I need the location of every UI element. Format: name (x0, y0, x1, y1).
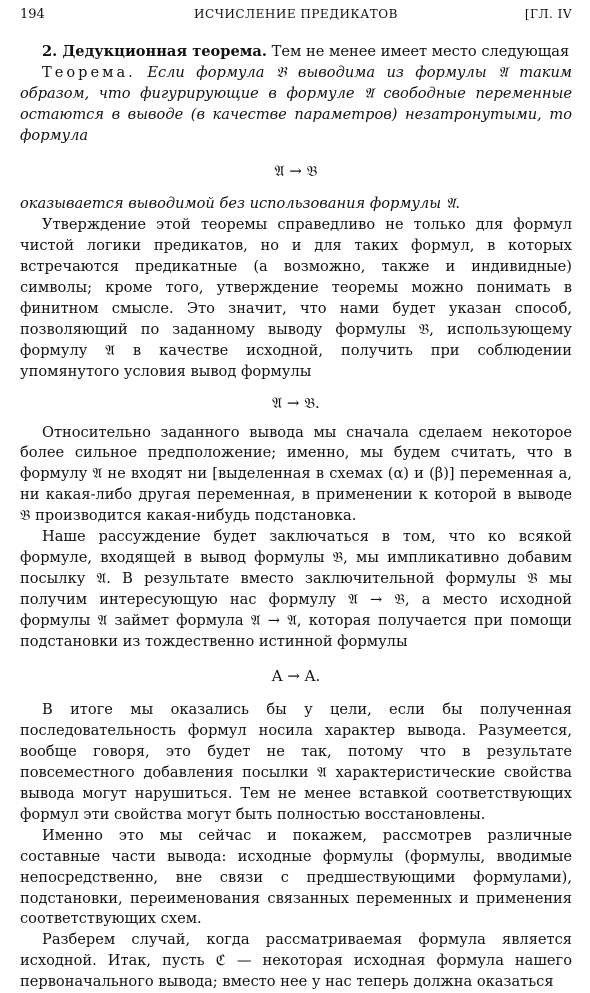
theorem-text: Если формула 𝔅 выводима из формулы 𝔄 таким образом, что фигурирующие в формуле 𝔄 свободные переменные остаются в выводе (в качестве параметров) незатронутыми, то формула (20, 63, 573, 144)
theorem-formula: 𝔄 → 𝔅 (274, 161, 318, 180)
book-page (20, 0, 573, 991)
paragraph-4: В итоге мы оказались бы у цели, если бы полученная последовательность формул носила характер вывода. Разумеется, вообще говоря, это будет не так, потому что в результате повсеместного добавления посылки 𝔄 характеристические свойства вывода могут нарушиться. Тем не менее вставкой соответствующих формул эти свойства могут быть полностью восстановлены. (20, 701, 572, 823)
page-body (20, 42, 572, 993)
paragraph-1: Утверждение этой теоремы справедливо не только для формул чистой логики предикатов, но и для таких формул, в которых встречаются предикатные (а возможно, также и индивидные) символы; кроме того, утверждение теоремы можно понимать в финитном смысле. Это значит, что нами будет указан способ, позволяющий по заданному выводу формулы 𝔅, использующему формулу 𝔄 в качестве исходной, получить при соблюдении упомянутого условия вывод формулы (20, 216, 572, 380)
section-heading-tail: Тем не менее имеет место следующая (266, 43, 570, 60)
page-number: 194 (20, 7, 45, 22)
formula-2: 𝔄 → 𝔅. (272, 393, 320, 412)
paragraph-3: Наше рассуждение будет заключаться в том, что ко всякой формуле, входящей в вывод формулы 𝔅, мы импликативно добавим посылку 𝔄. В результате вместо заключительной формулы 𝔅 мы получим интересующую нас формулу 𝔄 → 𝔅, а место исходной формулы 𝔄 займет формула 𝔄 → 𝔄, которая получается при помощи подстановки из тождественно истинной формулы (20, 528, 572, 650)
theorem-statement (20, 63, 572, 147)
paragraph-2: Относительно заданного вывода мы сначала сделаем некоторое более сильное предположение; именно, мы будем считать, что в формулу 𝔄 не входят ни [выделенная в схемах (α) и (β)] переменная a, ни какая-либо другая переменная, в применении к которой в выводе 𝔅 производится какая-нибудь подстановка. (20, 423, 572, 525)
theorem-label: Теорема. (42, 63, 136, 81)
chapter-label: [ГЛ. IV (524, 7, 572, 21)
running-title: ИСЧИСЛЕНИЕ ПРЕДИКАТОВ (194, 7, 398, 21)
theorem-tail: оказывается выводимой без использования формулы 𝔄. (20, 195, 461, 213)
paragraph-6: Разберем случай, когда рассматриваемая формула является исходной. Итак, пусть ℭ — некоторая исходная формула нашего первоначального вывода; вместо нее у нас теперь должна оказаться (20, 931, 572, 991)
paragraph-5: Именно это мы сейчас и покажем, рассмотрев различные составные части вывода: исходные формулы (формулы, вводимые непосредственно, вне связи с предшествующими формулами), подстановки, переименования связанных переменных и применения соответствующих схем. (20, 826, 572, 928)
formula-3: A → A. (271, 667, 321, 686)
page-header (20, 7, 572, 25)
section-heading: 2. Дедукционная теорема. (42, 43, 267, 60)
section-heading-line (20, 42, 572, 63)
